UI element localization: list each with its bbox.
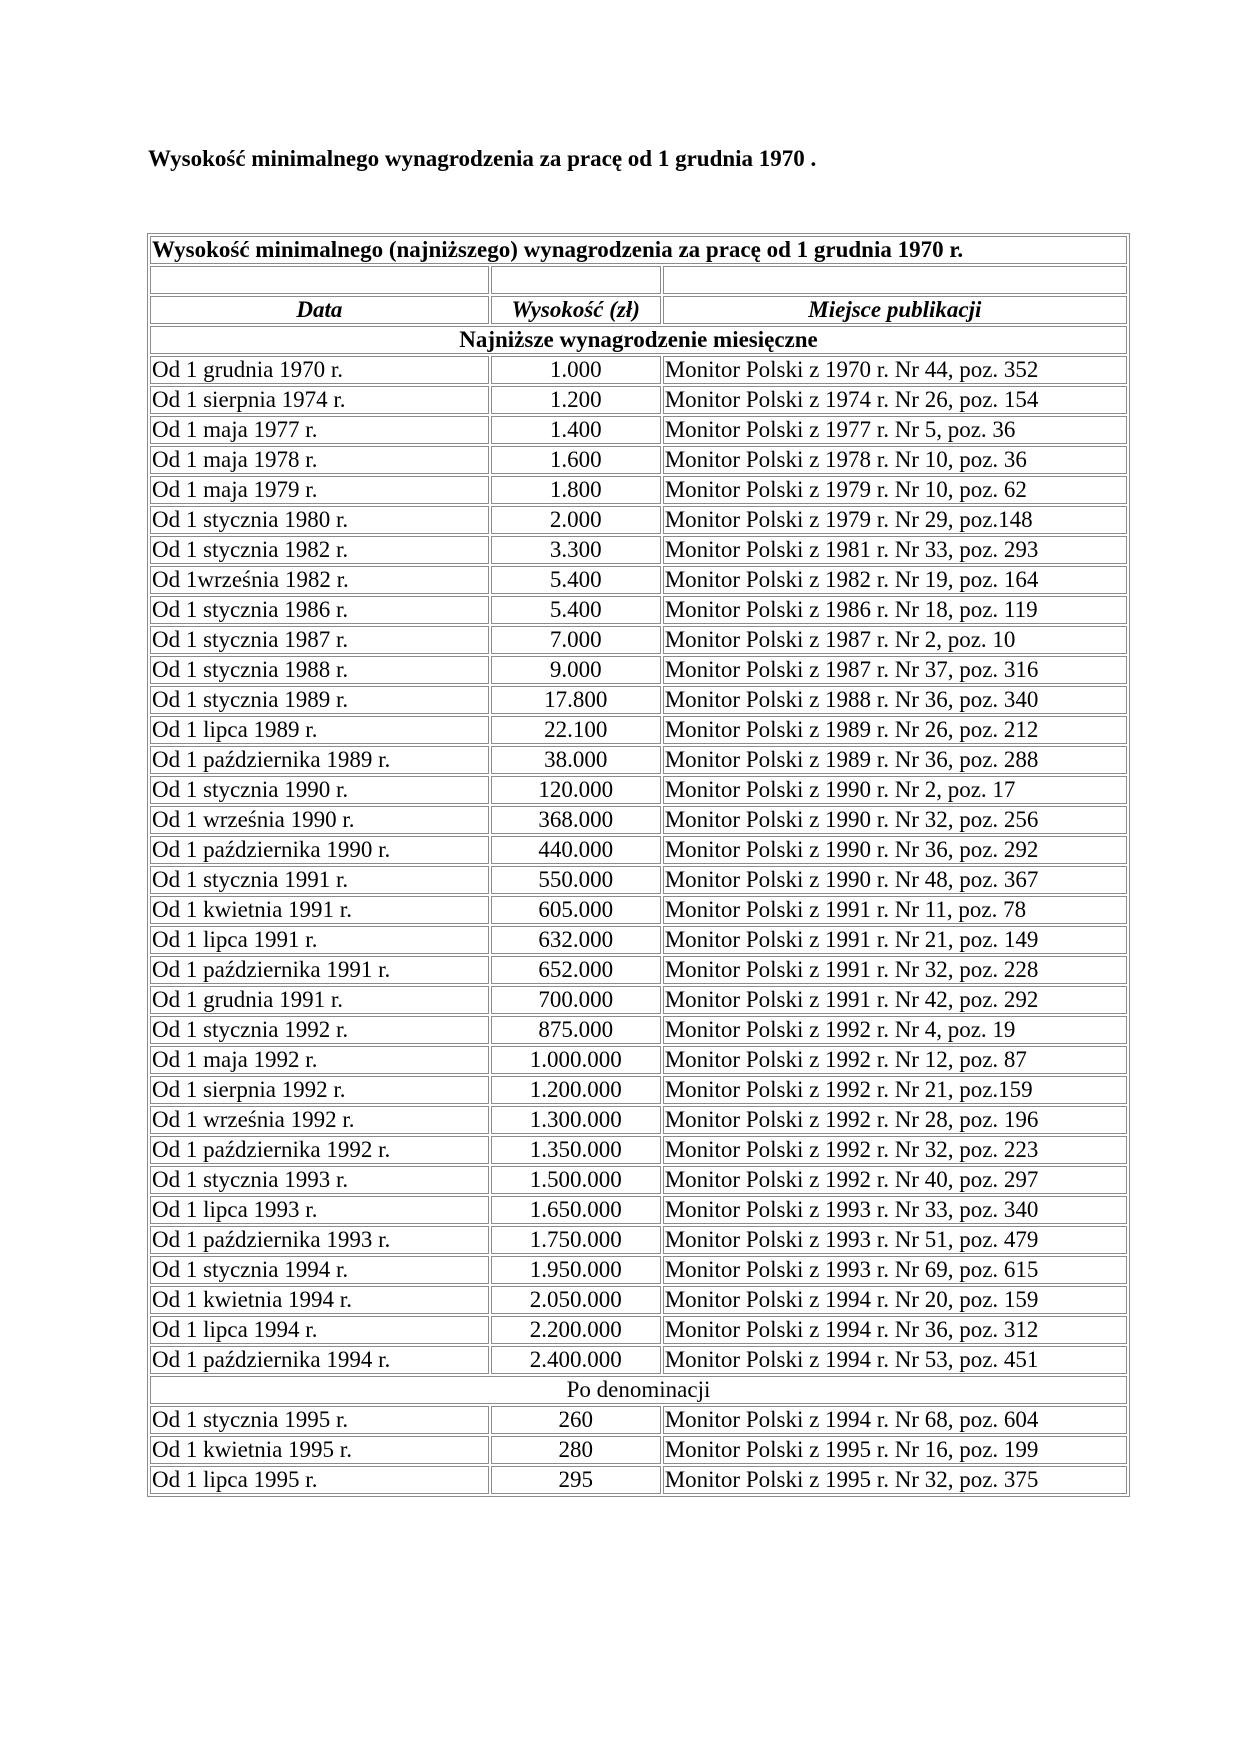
table-row xyxy=(150,1136,1127,1164)
spacer-cell xyxy=(663,266,1127,294)
table-row xyxy=(150,386,1127,414)
publication-cell: Monitor Polski z 1974 r. Nr 26, poz. 154 xyxy=(663,386,1127,414)
publication-cell: Monitor Polski z 1992 r. Nr 21, poz.159 xyxy=(663,1076,1127,1104)
spacer-cell xyxy=(491,266,661,294)
publication-cell: Monitor Polski z 1989 r. Nr 36, poz. 288 xyxy=(663,746,1127,774)
date-cell: Od 1 stycznia 1989 r. xyxy=(150,686,489,714)
date-cell: Od 1 lipca 1989 r. xyxy=(150,716,489,744)
amount-cell: 1.000 xyxy=(491,356,661,384)
amount-cell: 295 xyxy=(491,1466,661,1494)
publication-cell: Monitor Polski z 1991 r. Nr 42, poz. 292 xyxy=(663,986,1127,1014)
amount-cell: 1.000.000 xyxy=(491,1046,661,1074)
date-cell: Od 1 października 1991 r. xyxy=(150,956,489,984)
date-cell: Od 1 stycznia 1986 r. xyxy=(150,596,489,624)
publication-cell: Monitor Polski z 1995 r. Nr 32, poz. 375 xyxy=(663,1466,1127,1494)
amount-cell: 550.000 xyxy=(491,866,661,894)
amount-cell: 652.000 xyxy=(491,956,661,984)
table-row xyxy=(150,1106,1127,1134)
table-row xyxy=(150,1436,1127,1464)
column-header-publication: Miejsce publikacji xyxy=(663,296,1127,324)
publication-cell: Monitor Polski z 1994 r. Nr 20, poz. 159 xyxy=(663,1286,1127,1314)
amount-cell: 1.500.000 xyxy=(491,1166,661,1194)
table-row xyxy=(150,596,1127,624)
amount-cell: 2.400.000 xyxy=(491,1346,661,1374)
date-cell: Od 1 lipca 1995 r. xyxy=(150,1466,489,1494)
publication-cell: Monitor Polski z 1981 r. Nr 33, poz. 293 xyxy=(663,536,1127,564)
table-row xyxy=(150,536,1127,564)
date-cell: Od 1 stycznia 1982 r. xyxy=(150,536,489,564)
amount-cell: 1.400 xyxy=(491,416,661,444)
amount-cell: 280 xyxy=(491,1436,661,1464)
publication-cell: Monitor Polski z 1990 r. Nr 32, poz. 256 xyxy=(663,806,1127,834)
amount-cell: 260 xyxy=(491,1406,661,1434)
publication-cell: Monitor Polski z 1993 r. Nr 33, poz. 340 xyxy=(663,1196,1127,1224)
publication-cell: Monitor Polski z 1994 r. Nr 68, poz. 604 xyxy=(663,1406,1127,1434)
date-cell: Od 1 maja 1979 r. xyxy=(150,476,489,504)
table-row xyxy=(150,1406,1127,1434)
date-cell: Od 1 grudnia 1991 r. xyxy=(150,986,489,1014)
publication-cell: Monitor Polski z 1991 r. Nr 11, poz. 78 xyxy=(663,896,1127,924)
amount-cell: 2.050.000 xyxy=(491,1286,661,1314)
publication-cell: Monitor Polski z 1989 r. Nr 26, poz. 212 xyxy=(663,716,1127,744)
date-cell: Od 1 stycznia 1995 r. xyxy=(150,1406,489,1434)
table-row xyxy=(150,476,1127,504)
publication-cell: Monitor Polski z 1992 r. Nr 40, poz. 297 xyxy=(663,1166,1127,1194)
publication-cell: Monitor Polski z 1987 r. Nr 2, poz. 10 xyxy=(663,626,1127,654)
amount-cell: 5.400 xyxy=(491,566,661,594)
publication-cell: Monitor Polski z 1979 r. Nr 29, poz.148 xyxy=(663,506,1127,534)
amount-cell: 1.950.000 xyxy=(491,1256,661,1284)
table-row xyxy=(150,566,1127,594)
date-cell: Od 1 maja 1992 r. xyxy=(150,1046,489,1074)
table-row xyxy=(150,1286,1127,1314)
publication-cell: Monitor Polski z 1990 r. Nr 48, poz. 367 xyxy=(663,866,1127,894)
amount-cell: 2.200.000 xyxy=(491,1316,661,1344)
table-row xyxy=(150,926,1127,954)
document-heading: Wysokość minimalnego wynagrodzenia za pracę od 1 grudnia 1970 . xyxy=(148,146,817,171)
table-row xyxy=(150,1346,1127,1374)
date-cell: Od 1 stycznia 1994 r. xyxy=(150,1256,489,1284)
table-row xyxy=(150,746,1127,774)
publication-cell: Monitor Polski z 1992 r. Nr 28, poz. 196 xyxy=(663,1106,1127,1134)
publication-cell: Monitor Polski z 1992 r. Nr 32, poz. 223 xyxy=(663,1136,1127,1164)
date-cell: Od 1 stycznia 1980 r. xyxy=(150,506,489,534)
date-cell: Od 1 kwietnia 1995 r. xyxy=(150,1436,489,1464)
date-cell: Od 1 lipca 1993 r. xyxy=(150,1196,489,1224)
table-row xyxy=(150,956,1127,984)
publication-cell: Monitor Polski z 1979 r. Nr 10, poz. 62 xyxy=(663,476,1127,504)
amount-cell: 3.300 xyxy=(491,536,661,564)
table-header-row xyxy=(150,296,1127,324)
publication-cell: Monitor Polski z 1992 r. Nr 12, poz. 87 xyxy=(663,1046,1127,1074)
date-cell: Od 1 stycznia 1988 r. xyxy=(150,656,489,684)
section-label-monthly: Najniższe wynagrodzenie miesięczne xyxy=(150,326,1127,354)
table-row xyxy=(150,356,1127,384)
amount-cell: 1.300.000 xyxy=(491,1106,661,1134)
publication-cell: Monitor Polski z 1982 r. Nr 19, poz. 164 xyxy=(663,566,1127,594)
amount-cell: 22.100 xyxy=(491,716,661,744)
date-cell: Od 1 lipca 1991 r. xyxy=(150,926,489,954)
table-row xyxy=(150,866,1127,894)
date-cell: Od 1września 1982 r. xyxy=(150,566,489,594)
publication-cell: Monitor Polski z 1990 r. Nr 2, poz. 17 xyxy=(663,776,1127,804)
table-row xyxy=(150,686,1127,714)
section-row-denomination xyxy=(150,1376,1127,1404)
date-cell: Od 1 grudnia 1970 r. xyxy=(150,356,489,384)
table-row xyxy=(150,416,1127,444)
publication-cell: Monitor Polski z 1993 r. Nr 51, poz. 479 xyxy=(663,1226,1127,1254)
amount-cell: 1.350.000 xyxy=(491,1136,661,1164)
date-cell: Od 1 lipca 1994 r. xyxy=(150,1316,489,1344)
table-row xyxy=(150,776,1127,804)
publication-cell: Monitor Polski z 1990 r. Nr 36, poz. 292 xyxy=(663,836,1127,864)
table-row xyxy=(150,1226,1127,1254)
amount-cell: 1.800 xyxy=(491,476,661,504)
table-row xyxy=(150,1316,1127,1344)
publication-cell: Monitor Polski z 1993 r. Nr 69, poz. 615 xyxy=(663,1256,1127,1284)
date-cell: Od 1 maja 1978 r. xyxy=(150,446,489,474)
table-row xyxy=(150,1016,1127,1044)
column-header-amount: Wysokość (zł) xyxy=(491,296,661,324)
date-cell: Od 1 września 1990 r. xyxy=(150,806,489,834)
date-cell: Od 1 października 1992 r. xyxy=(150,1136,489,1164)
publication-cell: Monitor Polski z 1988 r. Nr 36, poz. 340 xyxy=(663,686,1127,714)
amount-cell: 1.600 xyxy=(491,446,661,474)
amount-cell: 700.000 xyxy=(491,986,661,1014)
table-row xyxy=(150,1076,1127,1104)
date-cell: Od 1 października 1994 r. xyxy=(150,1346,489,1374)
date-cell: Od 1 stycznia 1991 r. xyxy=(150,866,489,894)
date-cell: Od 1 maja 1977 r. xyxy=(150,416,489,444)
table-row xyxy=(150,896,1127,924)
table-row xyxy=(150,656,1127,684)
column-header-date: Data xyxy=(150,296,489,324)
amount-cell: 1.650.000 xyxy=(491,1196,661,1224)
publication-cell: Monitor Polski z 1991 r. Nr 21, poz. 149 xyxy=(663,926,1127,954)
publication-cell: Monitor Polski z 1991 r. Nr 32, poz. 228 xyxy=(663,956,1127,984)
amount-cell: 9.000 xyxy=(491,656,661,684)
table-row xyxy=(150,986,1127,1014)
amount-cell: 875.000 xyxy=(491,1016,661,1044)
date-cell: Od 1 stycznia 1992 r. xyxy=(150,1016,489,1044)
date-cell: Od 1 września 1992 r. xyxy=(150,1106,489,1134)
date-cell: Od 1 stycznia 1990 r. xyxy=(150,776,489,804)
publication-cell: Monitor Polski z 1992 r. Nr 4, poz. 19 xyxy=(663,1016,1127,1044)
amount-cell: 440.000 xyxy=(491,836,661,864)
date-cell: Od 1 stycznia 1993 r. xyxy=(150,1166,489,1194)
amount-cell: 5.400 xyxy=(491,596,661,624)
table-row xyxy=(150,506,1127,534)
amount-cell: 1.200 xyxy=(491,386,661,414)
table-row xyxy=(150,1196,1127,1224)
amount-cell: 605.000 xyxy=(491,896,661,924)
table-row xyxy=(150,446,1127,474)
amount-cell: 38.000 xyxy=(491,746,661,774)
table-spacer-row xyxy=(150,266,1127,294)
publication-cell: Monitor Polski z 1994 r. Nr 53, poz. 451 xyxy=(663,1346,1127,1374)
table-row xyxy=(150,836,1127,864)
date-cell: Od 1 kwietnia 1991 r. xyxy=(150,896,489,924)
date-cell: Od 1 października 1990 r. xyxy=(150,836,489,864)
table-row xyxy=(150,626,1127,654)
section-label-denomination: Po denominacji xyxy=(150,1376,1127,1404)
table-row xyxy=(150,1256,1127,1284)
spacer-cell xyxy=(150,266,489,294)
table-title-row xyxy=(150,236,1127,264)
minimum-wage-table xyxy=(147,233,1130,1497)
amount-cell: 7.000 xyxy=(491,626,661,654)
amount-cell: 120.000 xyxy=(491,776,661,804)
date-cell: Od 1 sierpnia 1974 r. xyxy=(150,386,489,414)
amount-cell: 2.000 xyxy=(491,506,661,534)
publication-cell: Monitor Polski z 1994 r. Nr 36, poz. 312 xyxy=(663,1316,1127,1344)
table-row xyxy=(150,716,1127,744)
amount-cell: 17.800 xyxy=(491,686,661,714)
table-row xyxy=(150,806,1127,834)
date-cell: Od 1 sierpnia 1992 r. xyxy=(150,1076,489,1104)
amount-cell: 1.750.000 xyxy=(491,1226,661,1254)
publication-cell: Monitor Polski z 1977 r. Nr 5, poz. 36 xyxy=(663,416,1127,444)
publication-cell: Monitor Polski z 1995 r. Nr 16, poz. 199 xyxy=(663,1436,1127,1464)
date-cell: Od 1 stycznia 1987 r. xyxy=(150,626,489,654)
publication-cell: Monitor Polski z 1987 r. Nr 37, poz. 316 xyxy=(663,656,1127,684)
date-cell: Od 1 kwietnia 1994 r. xyxy=(150,1286,489,1314)
publication-cell: Monitor Polski z 1970 r. Nr 44, poz. 352 xyxy=(663,356,1127,384)
date-cell: Od 1 października 1993 r. xyxy=(150,1226,489,1254)
table-title: Wysokość minimalnego (najniższego) wynagrodzenia za pracę od 1 grudnia 1970 r. xyxy=(150,236,1127,264)
table-row xyxy=(150,1166,1127,1194)
table-row xyxy=(150,1466,1127,1494)
publication-cell: Monitor Polski z 1978 r. Nr 10, poz. 36 xyxy=(663,446,1127,474)
table-row xyxy=(150,1046,1127,1074)
date-cell: Od 1 października 1989 r. xyxy=(150,746,489,774)
amount-cell: 1.200.000 xyxy=(491,1076,661,1104)
amount-cell: 368.000 xyxy=(491,806,661,834)
section-row-monthly xyxy=(150,326,1127,354)
publication-cell: Monitor Polski z 1986 r. Nr 18, poz. 119 xyxy=(663,596,1127,624)
amount-cell: 632.000 xyxy=(491,926,661,954)
